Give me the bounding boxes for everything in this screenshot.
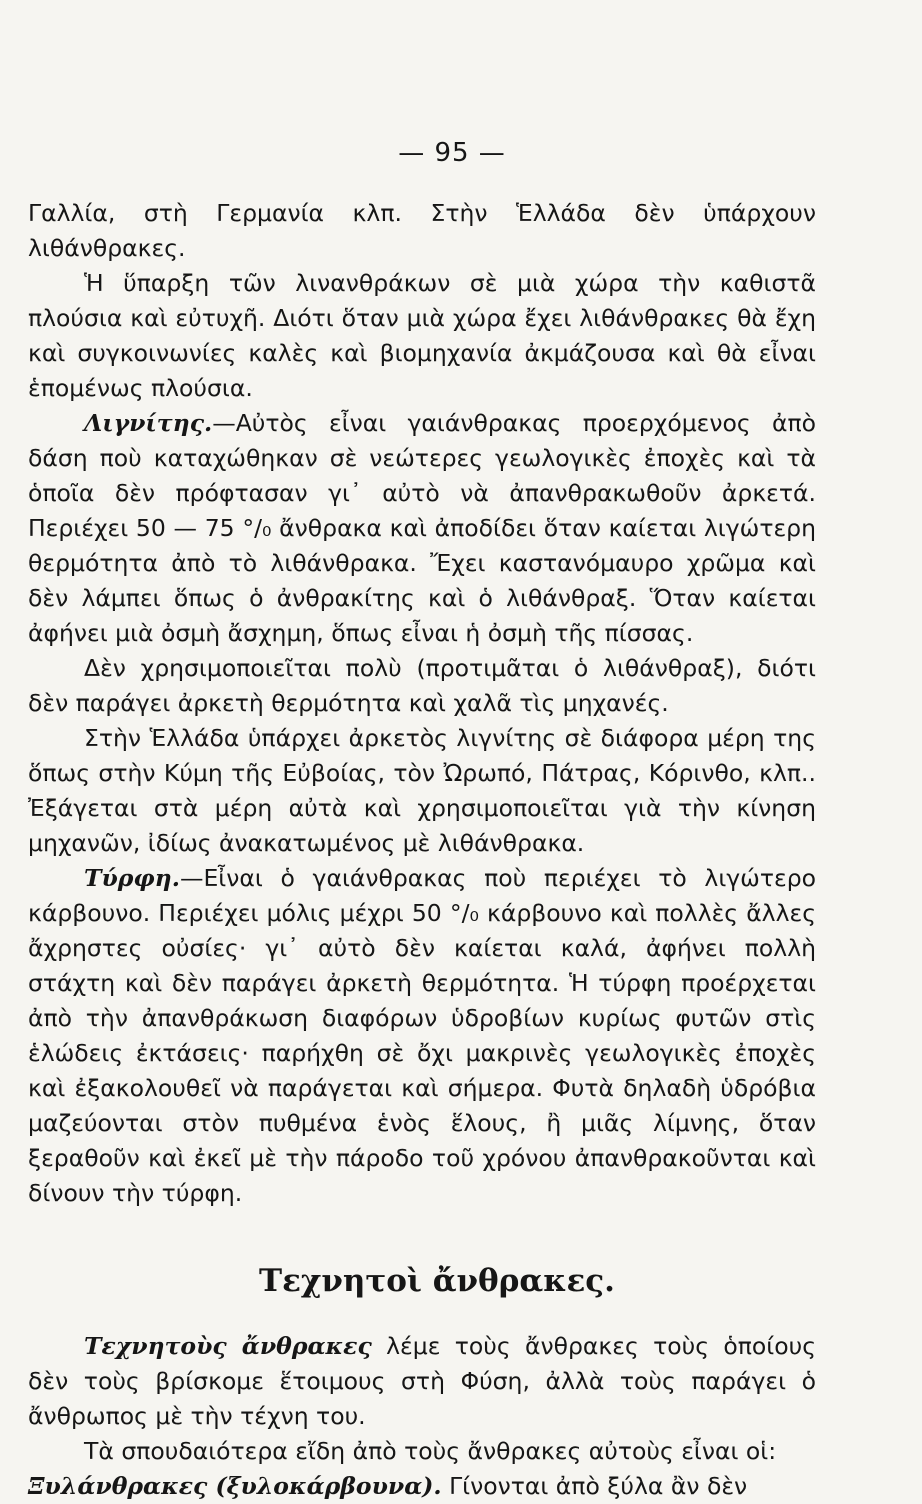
term-charcoal: Ξυλάνθρακες (ξυλοκάρβουνα). bbox=[28, 1472, 442, 1500]
paragraph-text: —Εἶναι ὁ γαιάνθρακας ποὺ περιέχει τὸ λιγώτερο κάρβουνο. Περιέχει μόλις μέχρι 50 °/₀ κάρβουνο καὶ πολλὲς ἄλλες ἄχρηστες οὐσίες· γι᾽ αὐτὸ δὲν καίεται καλά, ἀφήνει πολλὴ στάχτη καὶ δὲν παράγει ἀρκετὴ θερμότητα. Ἡ τύρφη προέρχεται ἀπὸ τὴν ἀπανθράκωση διαφόρων ὑδροβίων κυρίως φυτῶν στὶς ἑλώδεις ἐκτάσεις· παρήχθη σὲ ὄχι μακρινὲς γεωλογικὲς ἐποχὲς καὶ ἐξακολουθεῖ νὰ παράγεται καὶ σήμερα. Φυτὰ δηλαδὴ ὑδρόβια μαζεύονται στὸν πυθμένα ἑνὸς ἕλους, ἢ μιᾶς λίμνης, ὅταν ξεραθοῦν καὶ ἐκεῖ μὲ τὴν πάροδο τοῦ χρόνου ἀπανθρακοῦνται καὶ δίνουν τὴν τύρφη. bbox=[28, 864, 816, 1207]
paragraph bbox=[28, 266, 816, 406]
paragraph bbox=[28, 721, 816, 861]
paragraph-lignite bbox=[28, 406, 816, 651]
paragraph-text: λέμε τοὺς ἄνθρακες τοὺς ὁποίους δὲν τοὺς βρίσκομε ἕτοιμους στὴ Φύση, ἀλλὰ τοὺς παράγει ὁ ἄνθρωπος μὲ τὴν τέχνη του. bbox=[28, 1332, 816, 1430]
paragraph bbox=[28, 651, 816, 721]
term-peat: Τύρφη. bbox=[84, 864, 180, 892]
paragraph-text: Δὲν χρησιμοποιεῖται πολὺ (προτιμᾶται ὁ λιθάνθραξ), διότι δὲν παράγει ἀρκετὴ θερμότητα καὶ χαλᾶ τὶς μηχανές. bbox=[28, 654, 816, 717]
paragraph-text: Ἡ ὕπαρξη τῶν λινανθράκων σὲ μιὰ χώρα τὴν καθιστᾶ πλούσια καὶ εὐτυχῆ. Διότι ὅταν μιὰ χώρα ἔχει λιθάνθρακες θὰ ἔχη καὶ συγκοινωνίες καλὲς καὶ βιομηχανία ἀκμάζουσα καὶ θὰ εἶναι ἑπομένως πλούσια. bbox=[28, 269, 816, 402]
term-lignite: Λιγνίτης. bbox=[84, 409, 213, 437]
paragraph-text: Γαλλία, στὴ Γερμανία κλπ. Στὴν Ἑλλάδα δὲν ὑπάρχουν λιθάνθρακες. bbox=[28, 199, 816, 262]
paragraph bbox=[28, 196, 816, 266]
page-number: — 95 — bbox=[398, 138, 506, 168]
paragraph bbox=[28, 1434, 816, 1469]
paragraph-text: —Αὐτὸς εἶναι γαιάνθρακας προερχόμενος ἀπὸ δάση ποὺ καταχώθηκαν σὲ νεώτερες γεωλογικὲς ἐποχὲς καὶ τὰ ὁποῖα δὲν πρόφτασαν γι᾽ αὐτὸ νὰ ἀπανθρακωθοῦν ἀρκετά. Περιέχει 50 — 75 °/₀ ἄνθρακα καὶ ἀποδίδει ὅταν καίεται λιγώτερη θερμότητα ἀπὸ τὸ λιθάνθρακα. Ἔχει καστανόμαυρο χρῶμα καὶ δὲν λάμπει ὅπως ὁ ἀνθρακίτης καὶ ὁ λιθάνθραξ. Ὅταν καίεται ἀφήνει μιὰ ὀσμὴ ἄσχημη, ὅπως εἶναι ἡ ὀσμὴ τῆς πίσσας. bbox=[28, 409, 816, 647]
paragraph-text: Τὰ σπουδαιότερα εἴδη ἀπὸ τοὺς ἄνθρακες αὐτοὺς εἶναι οἱ: bbox=[84, 1437, 777, 1465]
term-artificial-coal: Τεχνητοὺς ἄνθρακες bbox=[84, 1332, 372, 1360]
paragraph-artificial bbox=[28, 1329, 816, 1434]
paragraph-peat bbox=[28, 861, 816, 1211]
section-heading: Τεχνητοὶ ἄνθρακες. bbox=[259, 1263, 615, 1299]
body-text bbox=[28, 196, 816, 1504]
paragraph-charcoal bbox=[28, 1469, 816, 1504]
paragraph-text: Στὴν Ἑλλάδα ὑπάρχει ἀρκετὸς λιγνίτης σὲ διάφορα μέρη της ὅπως στὴν Κύμη τῆς Εὐβοίας, τὸν Ὠρωπό, Πάτρας, Κόρινθο, κλπ.. Ἐξάγεται στὰ μέρη αὐτὰ καὶ χρησιμοποιεῖται γιὰ τὴν κίνηση μηχανῶν, ἰδίως ἀνακατωμένος μὲ λιθάνθρακα. bbox=[28, 724, 816, 857]
paragraph-text: Γίνονται ἀπὸ ξύλα ἂν δὲν bbox=[441, 1472, 748, 1500]
